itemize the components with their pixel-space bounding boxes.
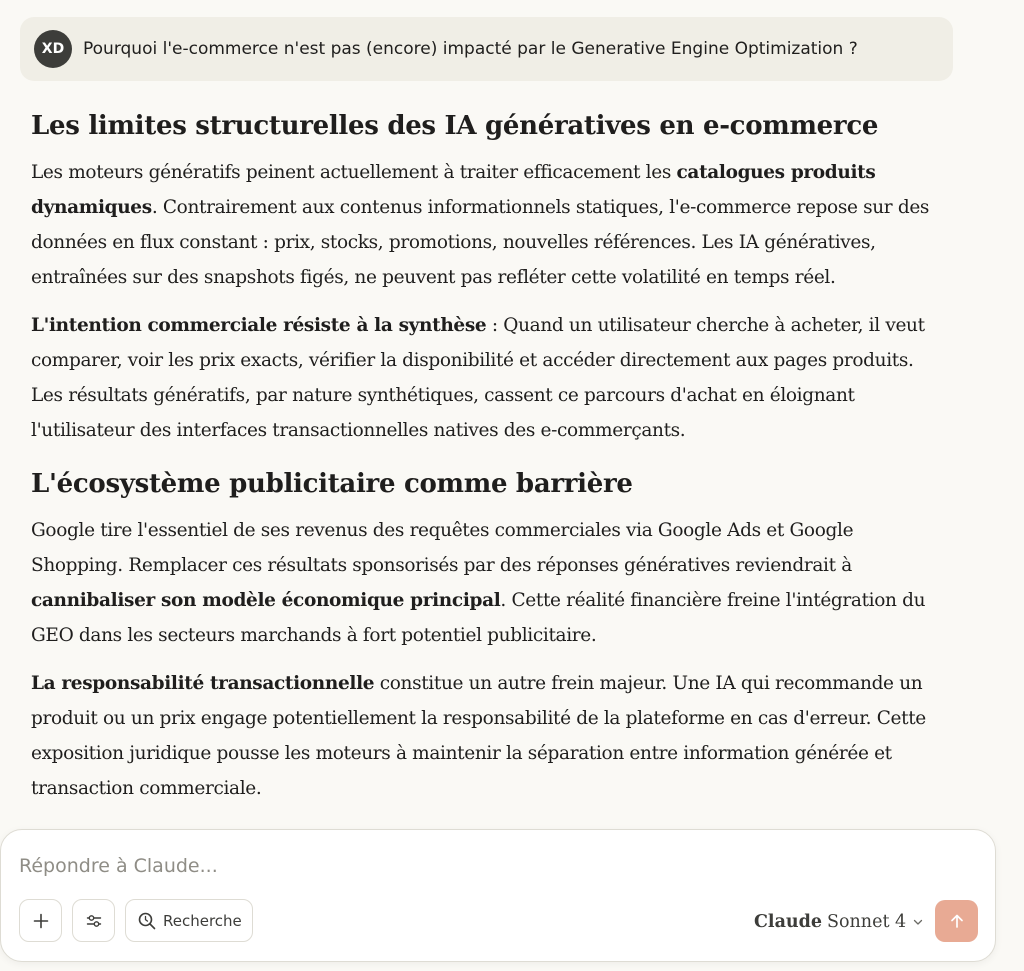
user-message — [20, 17, 953, 81]
user-avatar[interactable]: XD — [34, 30, 72, 68]
paragraph-commercial-intent — [31, 308, 943, 448]
assistant-response — [31, 108, 943, 832]
section-heading-limits: Les limites structurelles des IA génératives en e-commerce — [31, 111, 879, 141]
send-button[interactable] — [935, 900, 978, 942]
bold-text: catalogues produits dynamiques — [31, 162, 876, 218]
tools-button[interactable] — [72, 899, 115, 942]
bold-text: L'intention commerciale résiste à la synthèse — [31, 315, 487, 336]
search-button[interactable] — [125, 899, 253, 942]
sliders-icon — [85, 912, 103, 930]
paragraph-text: . Cette réalité financière freine l'intégration du GEO dans les secteurs marchands à fort potentiel publicitaire. — [31, 590, 926, 646]
bold-text: La responsabilité transactionnelle — [31, 673, 375, 694]
user-message-text: Pourquoi l'e-commerce n'est pas (encore) impacté par le Generative Engine Optimization ? — [83, 39, 858, 59]
bold-text: cannibaliser son modèle économique principal — [31, 590, 501, 611]
search-clock-icon — [137, 911, 157, 931]
paragraph-text: Les moteurs génératifs peinent actuellement à traiter efficacement les — [31, 162, 677, 183]
search-button-label: Recherche — [163, 911, 242, 930]
message-composer — [0, 829, 996, 962]
arrow-up-icon — [948, 912, 966, 930]
section-heading-advertising: L'écosystème publicitaire comme barrière — [31, 469, 633, 499]
reply-input[interactable] — [19, 850, 919, 882]
paragraph-dynamic-catalogs — [31, 155, 943, 295]
paragraph-text: : Quand un utilisateur cherche à acheter, il veut comparer, voir les prix exacts, vérifier la disponibilité et accéder directement aux pages produits. Les résultats génératifs, par nature synthétiques, cassent ce parcours d'achat en éloignant l'utilisateur des interfaces transactionnelles natives des e-commerçants. — [31, 315, 925, 441]
plus-icon — [32, 912, 50, 930]
model-version: Sonnet 4 — [827, 912, 907, 932]
paragraph-text: constitue un autre frein majeur. Une IA qui recommande un produit ou un prix engage potentiellement la responsabilité de la plateforme en cas d'erreur. Cette exposition juridique pousse les moteurs à maintenir la séparation entre information générée et transaction commerciale. — [31, 673, 926, 799]
paragraph-google-revenue — [31, 513, 943, 653]
paragraph-text: Google tire l'essentiel de ses revenus des requêtes commerciales via Google Ads et Google Shopping. Remplacer ces résultats sponsorisés par des réponses génératives reviendrait à — [31, 520, 854, 576]
paragraph-text: . Contrairement aux contenus informationnels statiques, l'e-commerce repose sur des données en flux constant : prix, stocks, promotions, nouvelles références. Les IA génératives, entraînées sur des snapshots figés, ne peuvent pas refléter cette volatilité en temps réel. — [31, 197, 930, 288]
model-selector[interactable] — [754, 909, 924, 935]
model-name: Claude — [754, 912, 823, 932]
paragraph-transactional-responsibility — [31, 666, 943, 806]
add-button[interactable] — [19, 899, 62, 942]
chevron-down-icon — [912, 916, 924, 928]
